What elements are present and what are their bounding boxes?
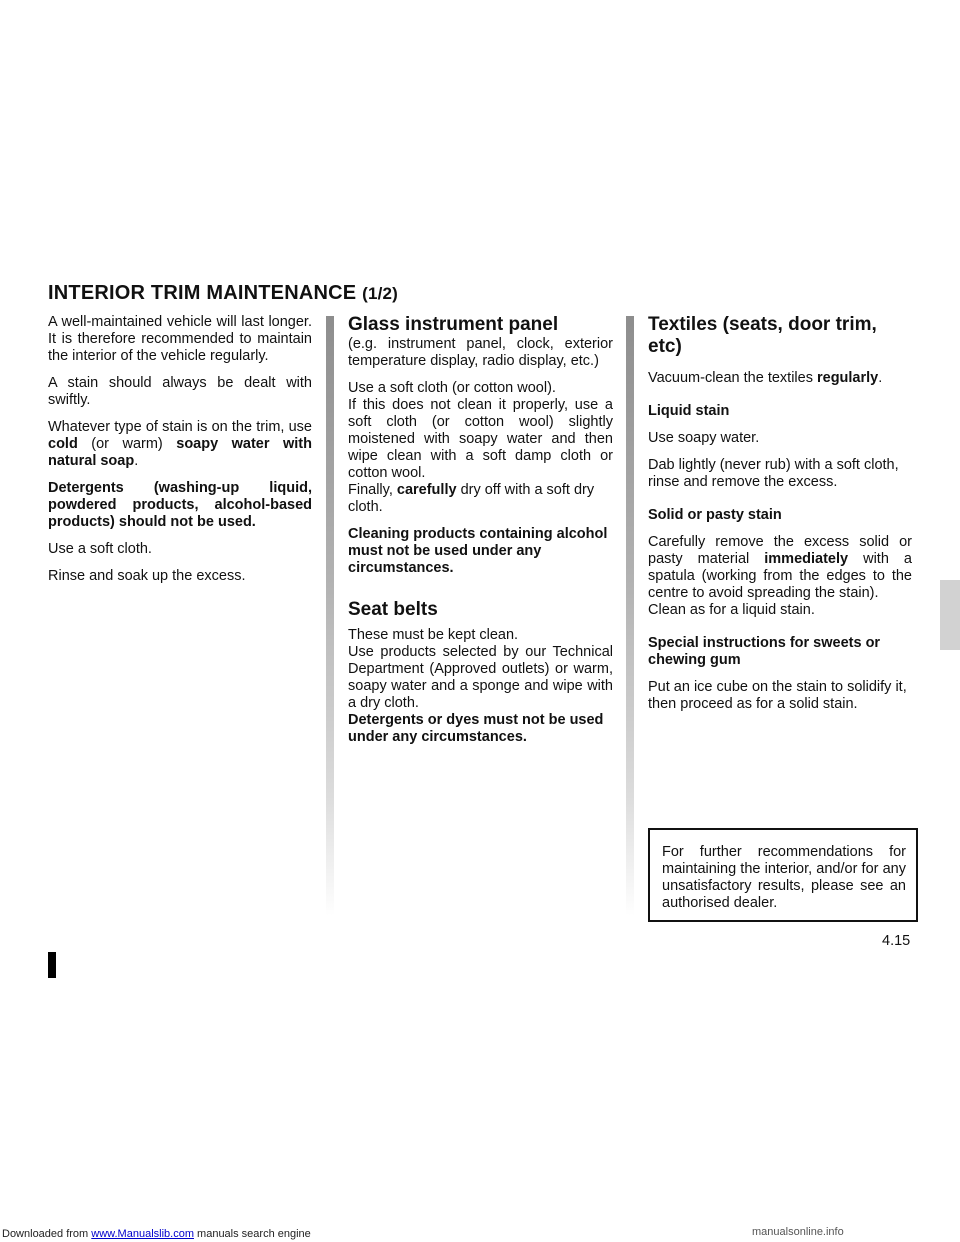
solid-stain-heading: Solid or pasty stain (648, 507, 782, 523)
page-title (48, 282, 398, 305)
seat-belts-heading: Seat belts (348, 599, 438, 620)
carefully-emphasis: carefully (396, 482, 457, 498)
solid-text-a: Carefully remove the excess solid or pasty material (648, 534, 912, 567)
belts-products: Use products selected by our Technical Department (Approved outlets) or warm, soapy water and a sponge and wipe with a dry cloth. (348, 644, 613, 711)
dealer-note-box: For further recommendations for maintaining the interior, and/or for any unsatisfactory results, please see an authorised dealer. (648, 828, 918, 922)
stain-advice-text-2: (or warm) (77, 436, 177, 452)
special-instructions-heading: Special instructions for sweets or chewing gum (648, 635, 881, 668)
page-marker (48, 952, 56, 978)
glass-finally-text-2: dry off with a soft dry cloth. (348, 482, 595, 515)
page-number: 4.15 (882, 933, 911, 949)
solid-text-b: with a spatula (working from the edges to the centre to avoid spreading the stain). (648, 551, 912, 601)
glass-finally-text: Finally, (348, 482, 397, 498)
liquid-stain-text-1: Use soapy water. (648, 430, 760, 446)
download-suffix: manuals search engine (193, 1228, 311, 1240)
chapter-tab (940, 580, 960, 650)
soapy-water-emphasis: soapy water with natural soap (48, 436, 312, 469)
glass-instructions (348, 380, 613, 516)
intro-paragraph: A well-maintained vehicle will last longer. It is therefore recommended to maintain the interior of the vehicle regularly. (48, 314, 312, 364)
footer-watermark: manualsonline.info (752, 1226, 844, 1238)
textiles-heading: Textiles (seats, door trim, etc) (648, 314, 877, 357)
solid-stain-main (648, 534, 912, 602)
seat-belts-text (348, 627, 613, 746)
glass-use-soft: Use a soft cloth (or cotton wool). (348, 380, 556, 396)
detergents-warning: Detergents (washing-up liquid, powdered products, alcohol-based products) should not be used. (48, 480, 312, 530)
belts-kept-clean: These must be kept clean. (348, 627, 519, 643)
swift-paragraph: A stain should always be dealt with swiftly. (48, 375, 312, 408)
vacuum-period: . (878, 370, 883, 386)
liquid-stain-heading: Liquid stain (648, 403, 730, 419)
column-divider-2 (626, 316, 634, 916)
glass-warning: Cleaning products containing alcohol must not be used under any circumstances. (348, 526, 608, 576)
glass-if-not: If this does not clean it properly, use a soft cloth (or cotton wool) slightly moistened with soapy water and then wipe clean with a soft damp cloth or cotton wool. (348, 397, 613, 481)
vacuum-text: Vacuum-clean the textiles (648, 370, 817, 386)
regularly-emphasis: regularly (816, 370, 879, 386)
title-part: (1/2) (362, 284, 399, 303)
intro-column (48, 314, 312, 595)
vacuum-paragraph (648, 370, 912, 387)
liquid-stain-text-2: Dab lightly (never rub) with a soft cloth, rinse and remove the excess. (648, 457, 899, 490)
special-instructions-text: Put an ice cube on the stain to solidify it, then proceed as for a solid stain. (648, 679, 907, 712)
solid-stain-text (648, 534, 912, 619)
soft-cloth-paragraph: Use a soft cloth. (48, 541, 152, 557)
cold-emphasis: cold (48, 436, 78, 452)
solid-text-c: Clean as for a liquid stain. (648, 602, 815, 618)
rinse-paragraph: Rinse and soak up the excess. (48, 568, 246, 584)
stain-advice-paragraph (48, 419, 312, 470)
stain-advice-text: Whatever type of stain is on the trim, use (48, 419, 312, 435)
column-divider-1 (326, 316, 334, 916)
immediately-emphasis: immediately (764, 551, 849, 567)
stain-advice-period: . (134, 453, 139, 469)
glass-heading: Glass instrument panel (348, 314, 559, 335)
belts-warning: Detergents or dyes must not be used under any circumstances. (348, 712, 604, 745)
download-source-line (2, 1228, 311, 1240)
title-main: INTERIOR TRIM MAINTENANCE (48, 282, 357, 304)
glass-examples: (e.g. instrument panel, clock, exterior temperature display, radio display, etc.) (348, 336, 613, 369)
download-prefix: Downloaded from (2, 1228, 89, 1240)
glass-column (348, 314, 613, 756)
manualslib-link[interactable]: www.Manualslib.com (91, 1228, 194, 1240)
textiles-column (648, 314, 912, 723)
